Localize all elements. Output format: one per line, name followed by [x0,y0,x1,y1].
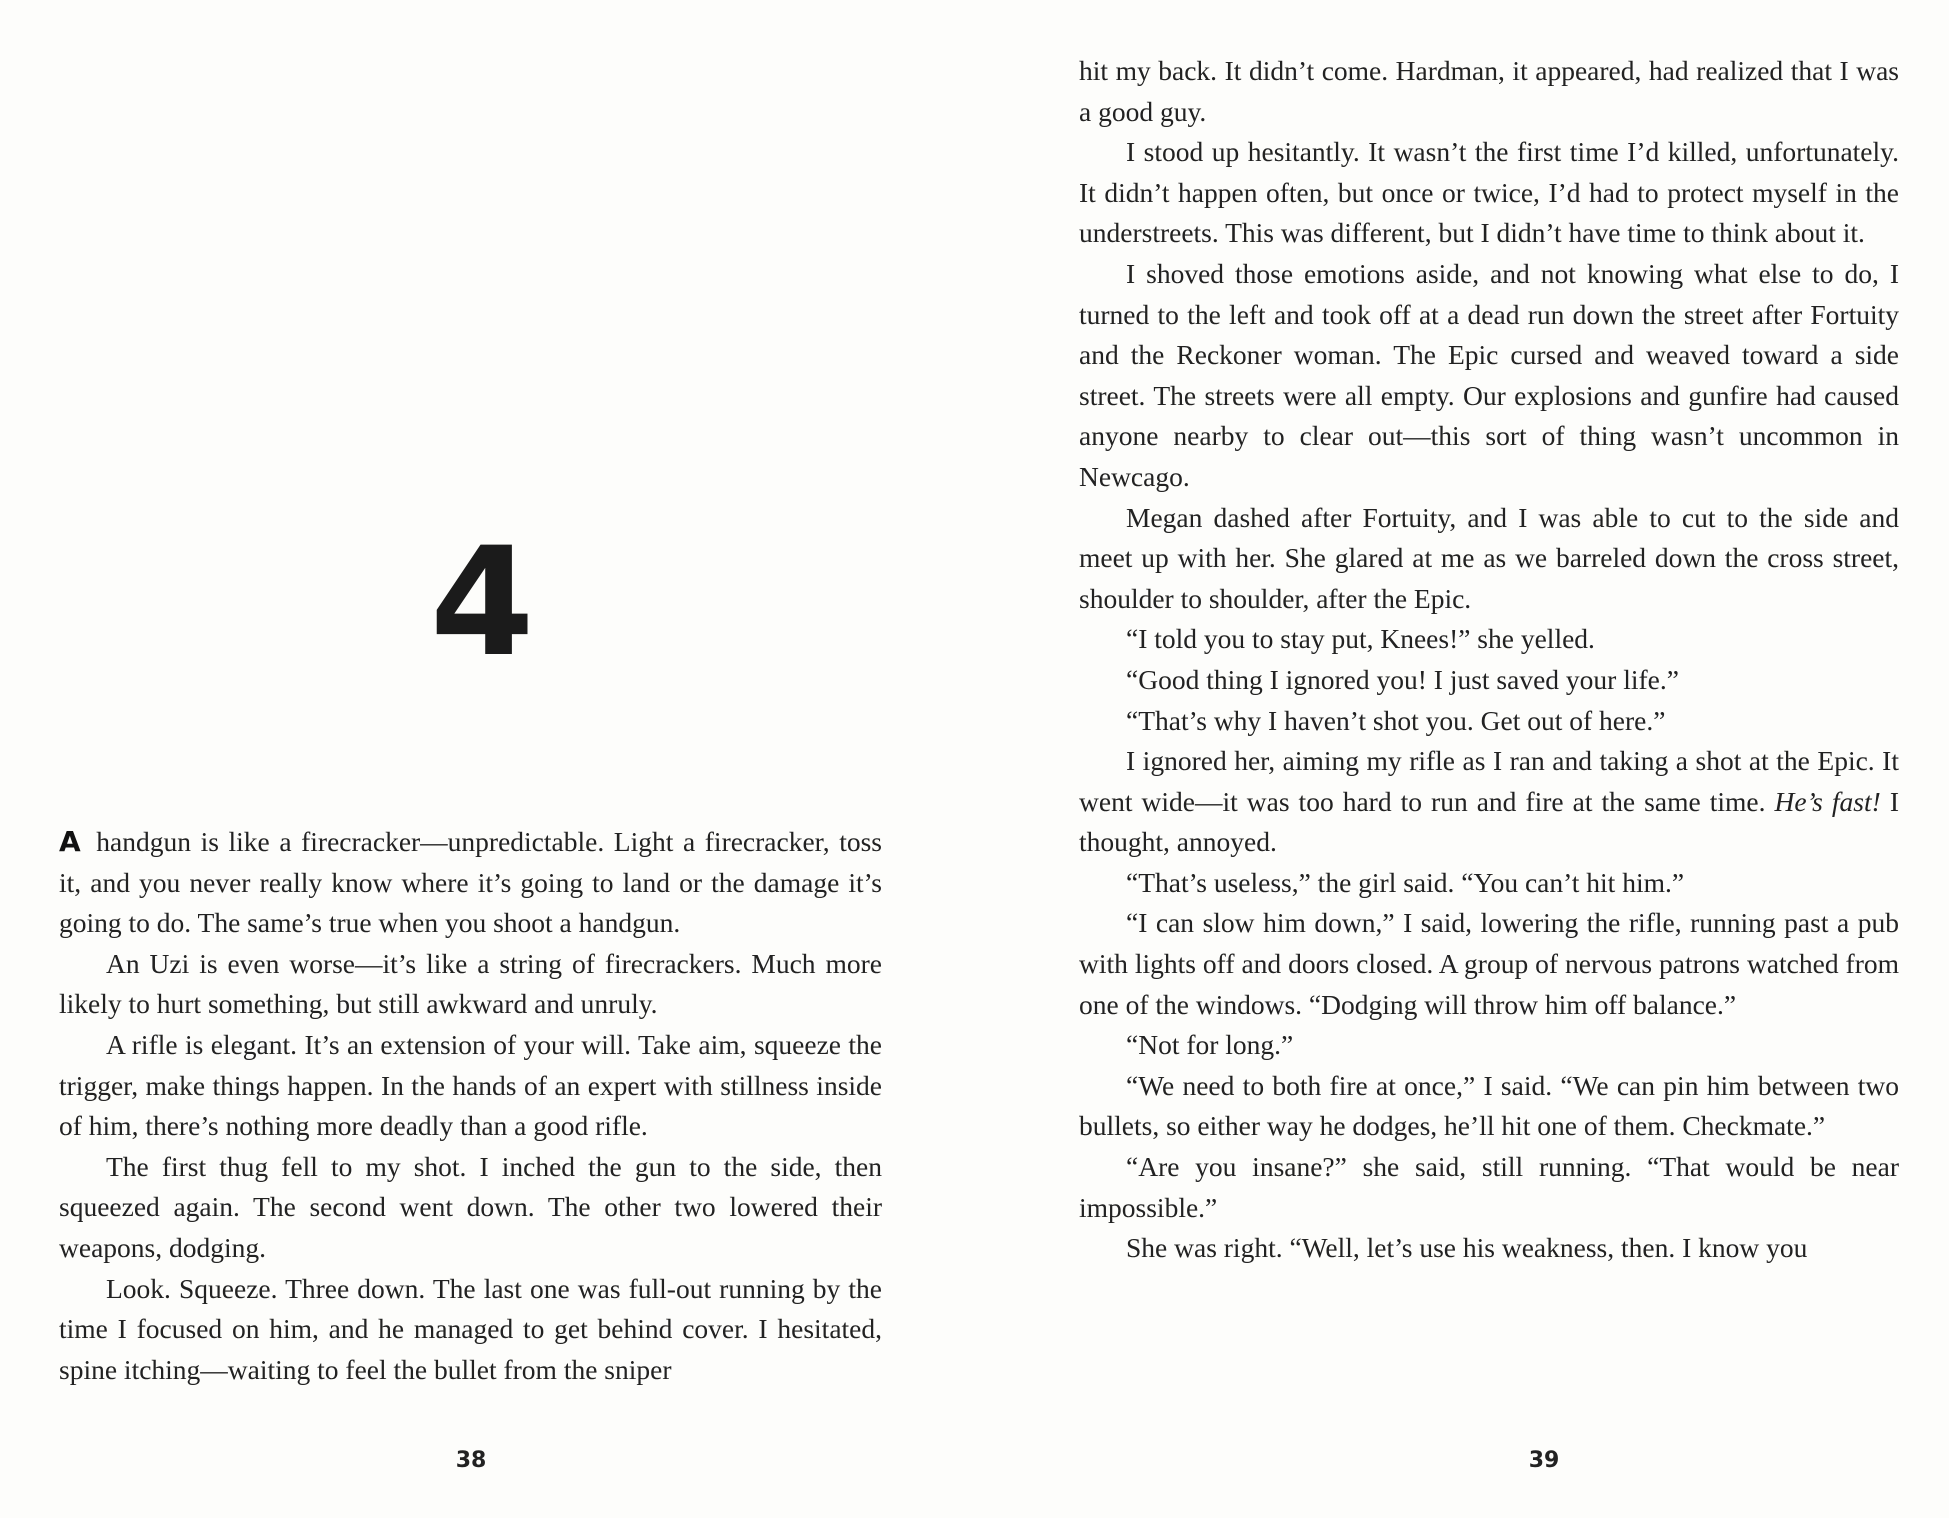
paragraph: An Uzi is even worse—it’s like a string of firecrackers. Much more likely to hurt something, but still awkward and unruly. [59,947,882,1020]
paragraph: hit my back. It didn’t come. Hardman, it appeared, had realized that I was a good guy. [1079,55,1899,127]
paragraph: Look. Squeeze. Three down. The last one was full-out running by the time I focused on him, and he managed to get behind cover. I hesitated, spine itching—waiting to feel the bullet from the sniper [59,1272,882,1385]
paragraph: I shoved those emotions aside, and not knowing what else to do, I turned to the left and took off at a dead run down the street after Fortuity and the Reckoner woman. The Epic cursed and weaved toward a side street. The streets were all empty. Our explosions and gunfire had caused anyone nearby to clear out—this sort of thing wasn’t uncommon in Newcago. [1079,257,1899,492]
left-page-text [59,822,882,1390]
paragraph: A handgun is like a firecracker—unpredictable. Light a firecracker, toss it, and you never really know where it’s going to land or the damage it’s going to do. The same’s true when you shoot a handgun. [59,825,882,939]
paragraph: I stood up hesitantly. It wasn’t the first time I’d killed, unfortunately. It didn’t happen often, but once or twice, I’d had to protect myself in the understreets. This was different, but I didn’t have time to think about it. [1079,136,1899,249]
paragraph: The first thug fell to my shot. I inched the gun to the side, then squeezed again. The second went down. The other two lowered their weapons, dodging. [59,1150,882,1263]
right-page-text [1079,51,1899,1269]
left-page [0,0,974,1518]
paragraph: “Are you insane?” she said, still running. “That would be near impossible.” [1079,1151,1899,1223]
paragraph: A rifle is elegant. It’s an extension of your will. Take aim, squeeze the trigger, make things happen. In the hands of an expert with stillness inside of him, there’s nothing more deadly than a good rifle. [59,1028,882,1142]
paragraph: “I can slow him down,” I said, lowering the rifle, running past a pub with lights off and doors closed. A group of nervous patrons watched from one of the windows. “Dodging will throw him off balance.” [1079,907,1899,1020]
right-page [975,0,1949,1518]
paragraph: She was right. “Well, let’s use his weakness, then. I know you [1126,1232,1808,1264]
paragraph: “That’s useless,” the girl said. “You can’t hit him.” [1126,866,1685,898]
paragraph: “That’s why I haven’t shot you. Get out of here.” [1126,704,1666,736]
paragraph: “Not for long.” [1126,1029,1294,1061]
paragraph: I ignored her, aiming my rifle as I ran and taking a shot at the Epic. It went wide—it was too hard to run and fire at the same time. He’s fast! I thought, annoyed. [1079,745,1899,858]
paragraph: “We need to both fire at once,” I said. “We can pin him between two bullets, so either way he dodges, he’ll hit one of them. Checkmate.” [1079,1069,1899,1142]
paragraph: “I told you to stay put, Knees!” she yelled. [1126,623,1595,655]
paragraph: “Good thing I ignored you! I just saved your life.” [1126,663,1679,695]
page-number: 39 [1528,1448,1560,1473]
drop-letter: A [59,825,81,858]
page-number: 38 [455,1448,487,1473]
paragraph: Megan dashed after Fortuity, and I was able to cut to the side and meet up with her. She glared at me as we barreled down the cross street, shoulder to shoulder, after the Epic. [1079,501,1899,614]
italic-thought: He’s fast! [1774,785,1881,817]
chapter-number: 4 [430,516,535,690]
